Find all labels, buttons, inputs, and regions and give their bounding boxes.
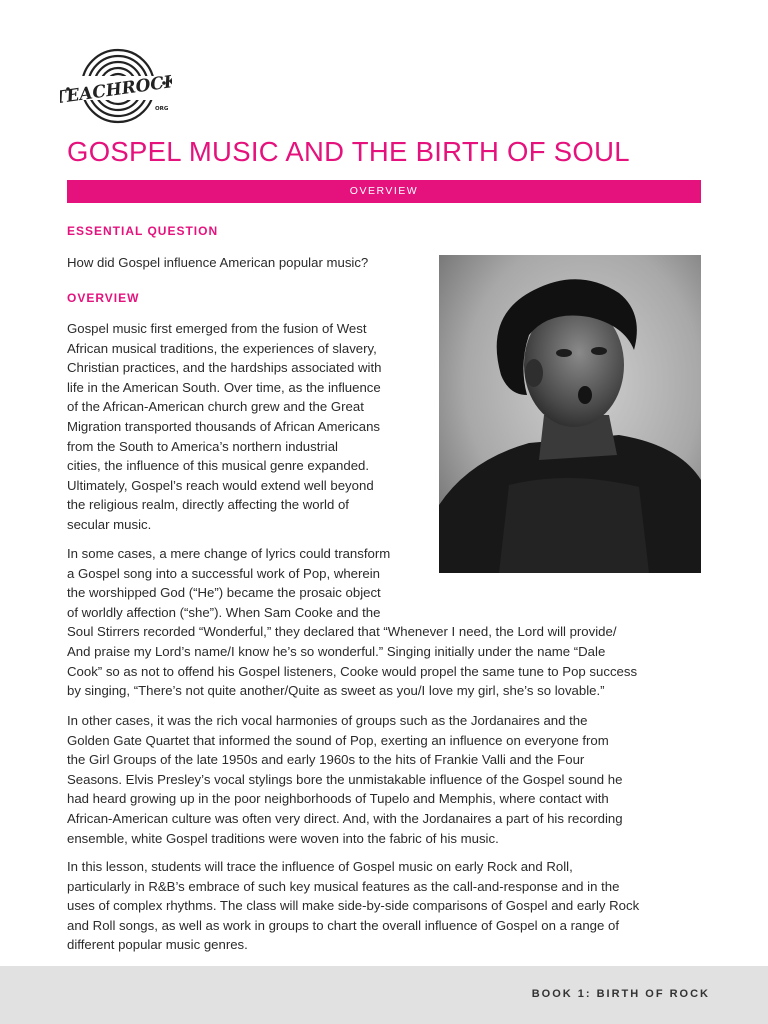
singer-portrait-photo [439, 255, 701, 573]
footer-book-label: BOOK 1: BIRTH OF ROCK [531, 988, 710, 1000]
vinyl-record-icon [60, 38, 172, 124]
teachrock-logo [60, 38, 172, 124]
essential-question-label: ESSENTIAL QUESTION [67, 224, 219, 238]
section-band: OVERVIEW [67, 180, 701, 203]
overview-paragraph-3: In other cases, it was the rich vocal harmonies of groups such as the Jordanaires and the Golden Gate Quartet that informed the sound of Pop, exerting an influence on everyone from the Girl Groups of the late 1950s and early 1960s to the hits of Frankie Valli and the Four Seasons. Elvis Presley’s vocal stylings bore the unmistakable influence of the Gospel sound he had heard growing up in the poor neighborhoods of Tupelo and Memphis, where contact with African-American culture was often very direct. And, with the Jordanaires a part of his recording ensemble, white Gospel traditions were woven into the fabric of his music. [67, 713, 623, 846]
essential-question-text: How did Gospel influence American popular music? [67, 255, 369, 270]
logo-wordmark: TEACHROCK [60, 71, 172, 109]
overview-paragraph-1: Gospel music first emerged from the fusion of West African musical traditions, the experiences of slavery, Christian practices, and the hardships associated with life in the American South. Over time, as the influence of the African-American church grew and the Great Migration transported thousands of African Americans from the South to America’s northern industrial cities, the influence of this musical genre expanded. Ultimately, Gospel’s reach would extend well beyond the religious realm, directly affecting the world of secular music. [67, 321, 382, 532]
logo-suffix: ORG [155, 106, 169, 112]
page-title: GOSPEL MUSIC AND THE BIRTH OF SOUL [67, 136, 630, 167]
overview-paragraph-4: In this lesson, students will trace the influence of Gospel music on early Rock and Roll, particularly in R&B’s embrace of such key musical features as the call-and-response and in the uses of complex rhythms. The class will make side-by-side comparisons of Gospel and early Rock and Roll songs, as well as work in groups to chart the overall influence of Gospel on a range of different popular music genres. [67, 859, 640, 953]
footer-bar [0, 966, 768, 1024]
overview-label: OVERVIEW [67, 291, 140, 305]
overview-paragraph-2: In some cases, a mere change of lyrics could transform a Gospel song into a successful work of Pop, wherein the worshipped God (“He”) became the prosaic object of worldly affection (“she”). When Sam Cooke and the Soul Stirrers recorded “Wonderful,” they declared that “Whenever I need, the Lord will provide/ And praise my Lord’s name/I know he’s so wonderful.” Singing initially under the name “Dale Cook” so as not to offend his Gospel listeners, Cooke would propel the same tune to Pop success by singing, “There’s not quite another/Quite as sweet as you/I love my girl, she’s so lovable.” [67, 546, 638, 699]
